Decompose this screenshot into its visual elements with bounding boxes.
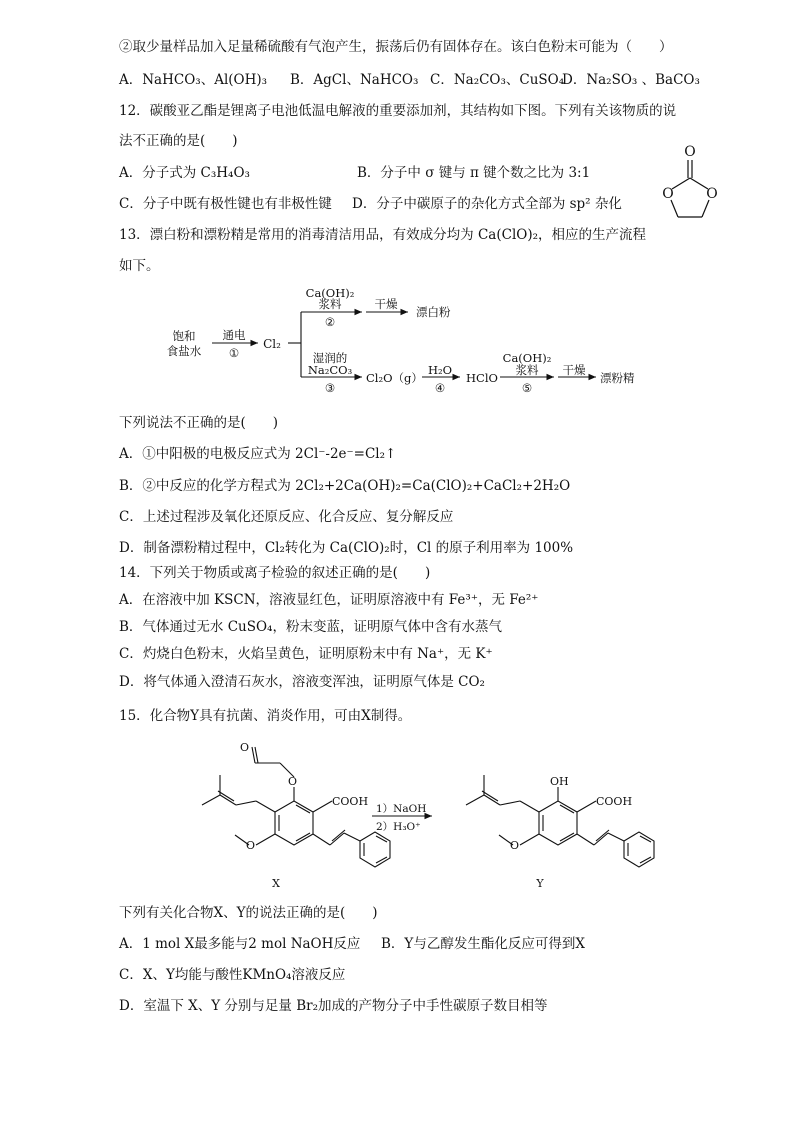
ring-o-right-label: O (706, 186, 718, 202)
y-methoxy-o: O (510, 839, 520, 852)
x-ether-o: O (288, 775, 298, 788)
svg-text:浆料: 浆料 (318, 297, 342, 311)
x-methoxy-o: O (246, 839, 256, 852)
q12-option-a: A．分子式为 C₃H₄O₃ (119, 165, 250, 181)
svg-text:干燥: 干燥 (562, 363, 586, 377)
q15-option-b: B．Y与乙醇发生酯化反应可得到X (381, 936, 585, 952)
y-oh-label: OH (550, 775, 569, 788)
svg-text:②: ② (324, 315, 336, 329)
svg-text:③: ③ (324, 381, 336, 395)
q12-stem: 12．碳酸亚乙酯是锂离子电池低温电解液的重要添加剂，其结构如下图。下列有关该物质的说 (119, 103, 677, 119)
svg-text:H₂O: H₂O (427, 363, 453, 377)
q13-flow-diagram (160, 282, 660, 402)
condition-2: 2）H₃O⁺ (376, 821, 421, 833)
x-cooh-label: COOH (332, 795, 369, 808)
q15-option-a: A．1 mol X最多能与2 mol NaOH反应 (119, 936, 361, 952)
q13-option-b: B．②中反应的化学方程式为 2Cl₂+2Ca(OH)₂=Ca(ClO)₂+CaCl₂+2H₂O (119, 478, 571, 494)
svg-text:漂粉精: 漂粉精 (600, 371, 635, 385)
svg-text:Ca(OH)₂: Ca(OH)₂ (502, 351, 552, 365)
q15-reaction-scheme (180, 735, 660, 895)
svg-text:浆料: 浆料 (515, 363, 539, 377)
compound-x-label: X (272, 877, 280, 890)
q11-option-b: B．AgCl、NaHCO₃ (290, 72, 419, 88)
q13-option-d: D．制备漂粉精过程中，Cl₂转化为 Ca(ClO)₂时，Cl 的原子利用率为 100% (119, 540, 574, 556)
q14-stem: 14．下列关于物质或离子检验的叙述正确的是( ) (119, 565, 431, 581)
svg-text:④: ④ (434, 381, 446, 395)
q15-option-d: D．室温下 X、Y 分别与足量 Br₂加成的产物分子中手性碳原子数目相等 (119, 998, 548, 1014)
y-cooh-label: COOH (596, 795, 633, 808)
svg-text:干燥: 干燥 (374, 297, 398, 311)
svg-text:饱和: 饱和 (172, 329, 196, 343)
q15-question: 下列有关化合物X、Y的说法正确的是( ) (119, 905, 378, 921)
svg-text:食盐水: 食盐水 (166, 344, 202, 358)
carbonyl-o-label: O (684, 144, 696, 160)
q12-option-b: B．分子中 σ 键与 π 键个数之比为 3:1 (357, 165, 591, 181)
ethylene-carbonate-structure (650, 138, 730, 228)
q12-stem-cont: 法不正确的是( ) (119, 133, 238, 149)
q14-option-a: A．在溶液中加 KSCN，溶液显红色，证明原溶液中有 Fe³⁺，无 Fe²⁺ (119, 592, 539, 608)
svg-text:⑤: ⑤ (521, 381, 533, 395)
condition-1: 1）NaOH (376, 803, 427, 815)
q15-stem: 15．化合物Y具有抗菌、消炎作用，可由X制得。 (119, 708, 412, 724)
q13-stem: 13．漂白粉和漂粉精是常用的消毒清洁用品，有效成分均为 Ca(ClO)₂，相应的生产流程 (119, 227, 647, 243)
compound-y-label: Y (536, 877, 544, 890)
q13-stem-cont: 如下。 (119, 258, 160, 274)
q13-option-c: C．上述过程涉及氧化还原反应、化合反应、复分解反应 (119, 509, 454, 525)
q12-option-d: D．分子中碳原子的杂化方式全部为 sp² 杂化 (352, 196, 622, 212)
svg-text:Na₂CO₃: Na₂CO₃ (307, 363, 353, 377)
q11-option-a: A．NaHCO₃、Al(OH)₃ (119, 72, 268, 88)
q13-option-a: A．①中阳极的电极反应式为 2Cl⁻-2e⁻=Cl₂↑ (119, 446, 397, 462)
q14-option-c: C．灼烧白色粉末，火焰呈黄色，证明原粉末中有 Na⁺，无 K⁺ (119, 646, 493, 662)
svg-text:Cl₂: Cl₂ (263, 337, 281, 351)
svg-text:湿润的: 湿润的 (312, 351, 348, 365)
x-carbonyl-o: O (240, 741, 250, 754)
svg-text:Ca(OH)₂: Ca(OH)₂ (305, 286, 355, 300)
q14-option-b: B．气体通过无水 CuSO₄，粉末变蓝，证明原气体中含有水蒸气 (119, 619, 502, 635)
svg-text:漂白粉: 漂白粉 (416, 305, 451, 319)
svg-text:Cl₂O（g）: Cl₂O（g） (366, 371, 423, 385)
svg-text:通电: 通电 (222, 328, 246, 342)
q15-option-c: C．X、Y均能与酸性KMnO₄溶液反应 (119, 967, 346, 983)
compound-y-structure (466, 775, 654, 867)
svg-text:HClO: HClO (466, 371, 498, 385)
q11-option-c: C．Na₂CO₃、CuSO₄ (430, 72, 565, 88)
q13-question: 下列说法不正确的是( ) (119, 415, 279, 431)
svg-text:①: ① (228, 346, 240, 360)
q12-option-c: C．分子中既有极性键也有非极性键 (119, 196, 332, 212)
q14-option-d: D．将气体通入澄清石灰水，溶液变浑浊，证明原气体是 CO₂ (119, 674, 485, 690)
ring-o-left-label: O (662, 186, 674, 202)
q11-option-d: D．Na₂SO₃ 、BaCO₃ (562, 72, 700, 88)
q11-part2: ②取少量样品加入足量稀硫酸有气泡产生，振荡后仍有固体存在。该白色粉末可能为（ ） (119, 39, 673, 55)
